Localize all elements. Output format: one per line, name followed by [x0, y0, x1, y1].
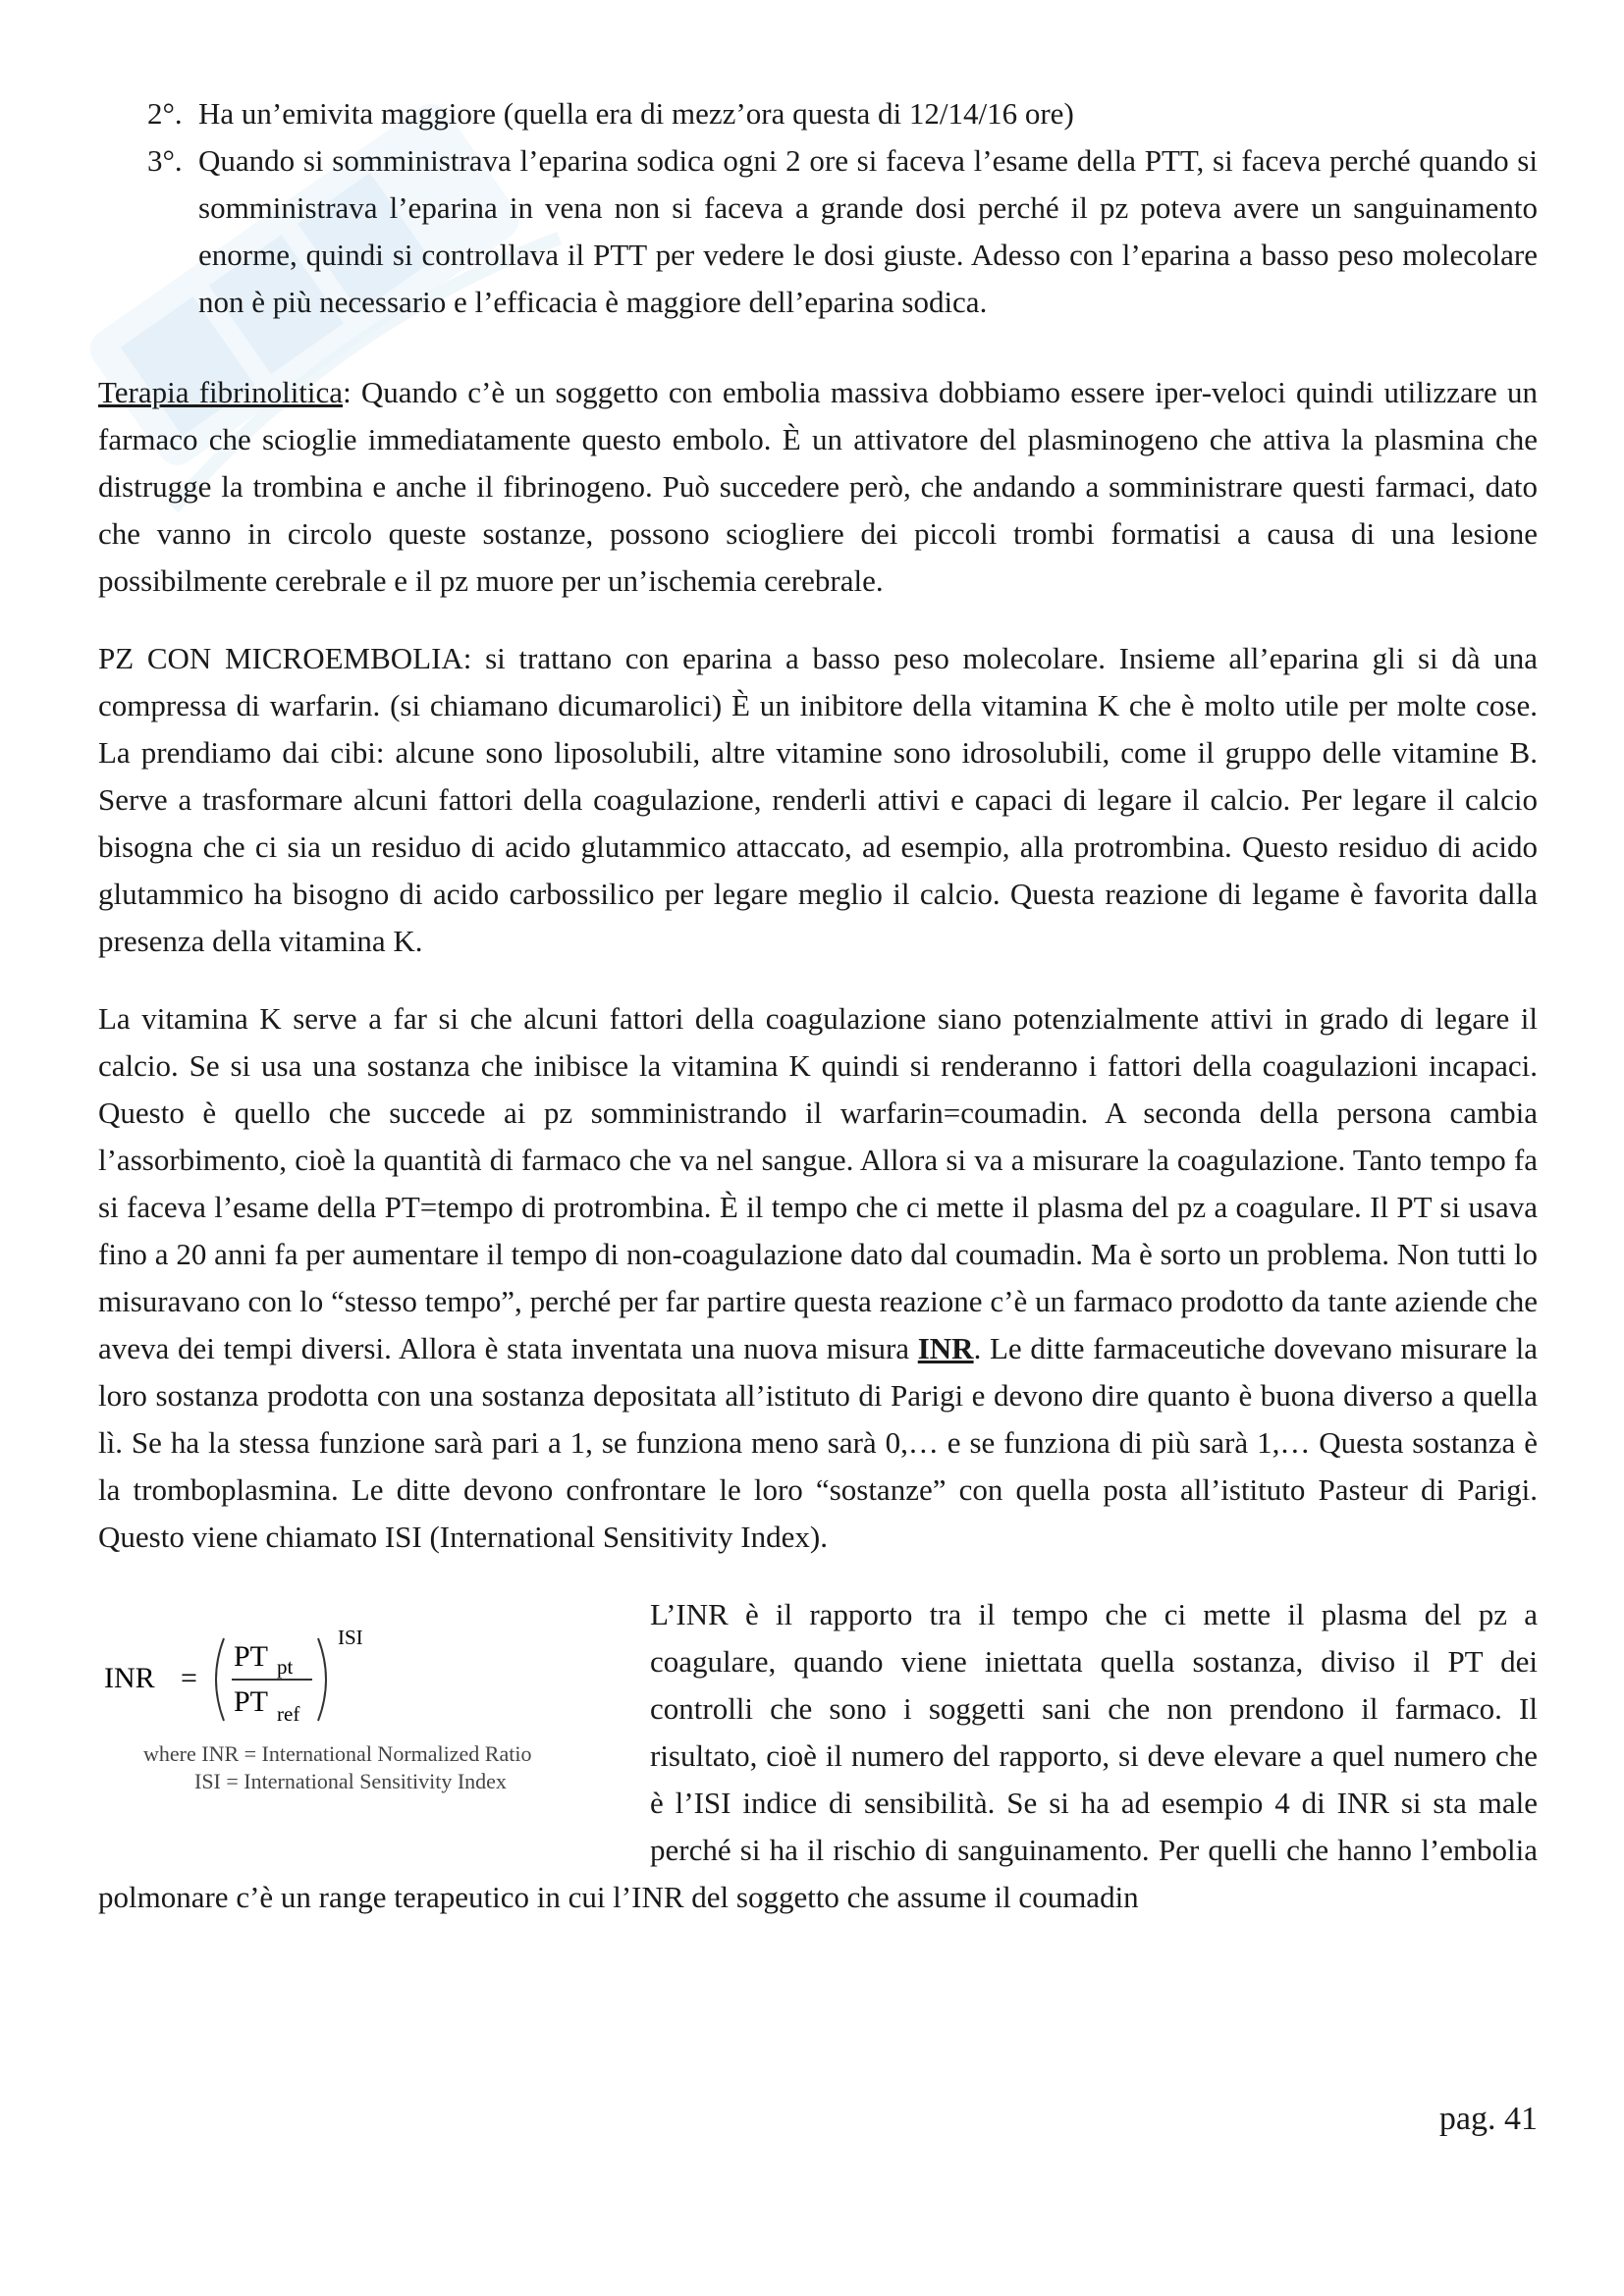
- list-text: Quando si somministrava l’eparina sodica ogni 2 ore si faceva l’esame della PTT, si faceva perché quando si somministrava l’eparina in vena non si faceva a grande dosi perché il pz poteva avere un sanguinamento enorme, quindi si controllava il PTT per vedere le dosi giuste. Adesso con l’eparina a basso peso molecolare non è più necessario e l’efficacia è maggiore dell’eparina sodica.: [198, 143, 1538, 319]
- formula-denominator-subscript: ref: [277, 1702, 300, 1726]
- page-number: pag. 41: [1438, 2101, 1538, 2137]
- formula-lhs: INR: [104, 1662, 155, 1694]
- formula-numerator-subscript: pt: [277, 1655, 294, 1679]
- microembolia-paragraph: PZ CON MICROEMBOLIA: si trattano con eparina a basso peso molecolare. Insieme all’eparina gli si dà una compressa di warfarin. (si chiamano dicumarolici) È un inibitore della vitamina K che è molto utile per molte cose. La prendiamo dai cibi: alcune sono liposolubili, altre vitamine sono idrosolubili, come il gruppo delle vitamine B. Serve a trasformare alcuni fattori della coagulazione, renderli attivi e capaci di legare il calcio. Per legare il calcio bisogna che ci sia un residuo di acido glutammico attaccato, ad esempio, alla protrombina. Questo residuo di acido glutammico ha bisogno di acido carbossilico per legare meglio il calcio. Questa reazione di legame è favorita dalla presenza della vitamina K.: [98, 641, 1538, 958]
- fibrinolytic-heading: Terapia fibrinolitica: [98, 375, 344, 409]
- formula-left-paren: [216, 1638, 224, 1721]
- inr-paragraph: L’INR è il rapporto tra il tempo che ci mette il plasma del pz a coagulare, quando viene iniettata quella sostanza, diviso il PT dei controlli che sono i soggetti sani che non prendono il farmaco. Il risultato, cioè il numero del rapporto, si deve elevare a quel numero che è l’ISI indice di sensibilità. Se si ha ad esempio 4 di INR si sta male perché si ha il rischio di sanguinamento. Per quelli che hanno l’embolia polmonare c’è un range terapeutico in cui l’INR del soggetto che assume il coumadin: [98, 1597, 1538, 1914]
- fibrinolytic-paragraph: [98, 369, 1538, 605]
- list-number: 3°.: [147, 143, 183, 178]
- formula-definition-isi: ISI = International Sensitivity Index: [194, 1769, 507, 1793]
- formula-numerator: PT: [234, 1640, 269, 1673]
- formula-definition-inr: where INR = International Normalized Ratio: [143, 1741, 532, 1766]
- vitamin-k-text-after: . Le ditte farmaceutiche dovevano misurare la loro sostanza prodotta con una sostanza depositata all’istituto di Parigi e devono dire quanto è buona diverso a quella lì. Se ha la stessa funzione sarà pari a 1, se funziona meno sarà 0,… e se funziona di più sarà 1,… Questa sostanza è la tromboplasmina. Le ditte devono confrontare le loro “sostanze” con quella posta all’istituto Pasteur di Parigi. Questo viene chiamato ISI (International Sensitivity Index).: [98, 1331, 1538, 1554]
- inr-term: INR: [917, 1331, 974, 1365]
- list-number: 2°.: [147, 96, 183, 131]
- formula-equals: =: [181, 1662, 197, 1694]
- list-item: [147, 137, 1538, 326]
- page-content: [98, 90, 1538, 1921]
- inr-formula-figure: [98, 1591, 609, 1846]
- vitamin-k-paragraph: [98, 995, 1538, 1561]
- formula-right-paren: [318, 1638, 326, 1721]
- vitamin-k-text-before: La vitamina K serve a far si che alcuni fattori della coagulazione siano potenzialmente attivi in grado di legare il calcio. Se si usa una sostanza che inibisce la vitamina K quindi si renderanno i fattori della coagulazioni incapaci. Questo è quello che succede ai pz somministrando il warfarin=coumadin. A seconda della persona cambia l’assorbimento, cioè la quantità di farmaco che va nel sangue. Allora si va a misurare la coagulazione. Tanto tempo fa si faceva l’esame della PT=tempo di protrombina. È il tempo che ci mette il plasma del pz a coagulare. Il PT si usava fino a 20 anni fa per aumentare il tempo di non-coagulazione dato dal coumadin. Ma è sorto un problema. Non tutti lo misuravano con lo “stesso tempo”, perché per far partire questa reazione c’è un farmaco prodotto da tante aziende che aveva dei tempi diversi. Allora è stata inventata una nuova misura: [98, 1001, 1538, 1365]
- list-item: [147, 90, 1538, 137]
- formula-exponent: ISI: [338, 1626, 363, 1649]
- inr-section: [98, 1591, 1538, 1921]
- fibrinolytic-text: : Quando c’è un soggetto con embolia massiva dobbiamo essere iper-veloci quindi utilizzare un farmaco che scioglie immediatamente questo embolo. È un attivatore del plasminogeno che attiva la plasmina che distrugge la trombina e anche il fibrinogeno. Può succedere però, che andando a somministrare questi farmaci, dato che vanno in circolo queste sostanze, possono sciogliere dei piccoli trombi formatisi a causa di una lesione possibilmente cerebrale e il pz muore per un’ischemia cerebrale.: [98, 375, 1539, 598]
- list-text: Ha un’emivita maggiore (quella era di mezz’ora questa di 12/14/16 ore): [198, 96, 1074, 131]
- formula-denominator: PT: [234, 1685, 269, 1718]
